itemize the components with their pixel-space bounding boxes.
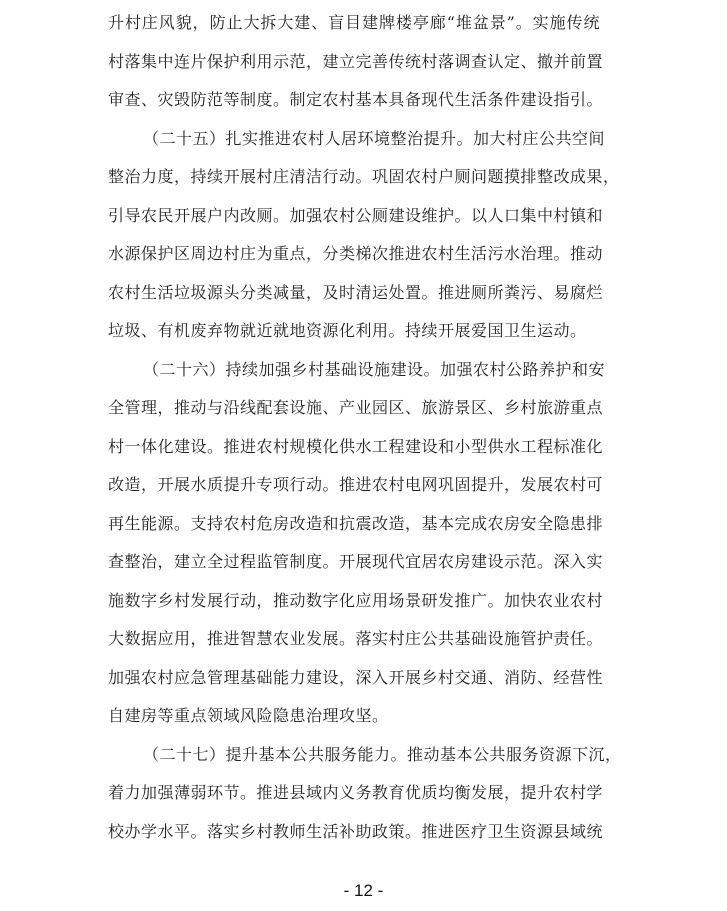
text-line: 村一体化建设。推进农村规模化供水工程建设和小型供水工程标准化 [108, 437, 604, 456]
text-line: 施数字乡村发展行动，推动数字化应用场景研发推广。加快农业农村 [108, 591, 604, 610]
text-line: 引导农民开展户内改厕。加强农村公厕建设维护。以人口集中村镇和 [108, 206, 604, 225]
text-line: 着力加强薄弱环节。推进县域内义务教育优质均衡发展，提升农村学 [108, 783, 604, 802]
text-line: 再生能源。支持农村危房改造和抗震改造，基本完成农房安全隐患排 [108, 514, 604, 533]
text-line: 查整治，建立全过程监管制度。开展现代宜居农房建设示范。深入实 [108, 552, 604, 571]
text-line: 水源保护区周边村庄为重点，分类梯次推进农村生活污水治理。推动 [108, 244, 604, 263]
text-line: 加强农村应急管理基础能力建设，深入开展乡村交通、消防、经营性 [108, 668, 604, 687]
text-line: 全管理，推动与沿线配套设施、产业园区、旅游景区、乡村旅游重点 [108, 398, 604, 417]
text-line: 校办学水平。落实乡村教师生活补助政策。推进医疗卫生资源县域统 [108, 822, 604, 841]
text-line: 自建房等重点领域风险隐患治理攻坚。 [108, 706, 389, 725]
text-line: 升村庄风貌，防止大拆大建、盲目建牌楼亭廊“堆盆景”。实施传统 [108, 13, 600, 32]
paragraph-heading-line: （二十五）扎实推进农村人居环境整治提升。加大村庄公共空间 [143, 129, 606, 148]
page-number: - 12 - [343, 881, 384, 900]
text-line: 农村生活垃圾源头分类减量，及时清运处置。推进厕所粪污、易腐烂 [108, 283, 604, 302]
text-line: 改造，开展水质提升专项行动。推进农村电网巩固提升，发展农村可 [108, 475, 604, 494]
text-line: 整治力度，持续开展村庄清洁行动。巩固农村户厕问题摸排整改成果， [108, 167, 620, 186]
text-line: 垃圾、有机废弃物就近就地资源化利用。持续开展爱国卫生运动。 [108, 321, 587, 340]
text-line: 审查、灾毁防范等制度。制定农村基本具备现代生活条件建设指引。 [108, 90, 604, 109]
paragraph-heading-line: （二十六）持续加强乡村基础设施建设。加强农村公路养护和安 [143, 360, 606, 379]
text-line: 大数据应用，推进智慧农业发展。落实村庄公共基础设施管护责任。 [108, 629, 604, 648]
text-line: 村落集中连片保护利用示范，建立完善传统村落调查认定、撤并前置 [108, 52, 604, 71]
paragraph-heading-line: （二十七）提升基本公共服务能力。推动基本公共服务资源下沉， [143, 745, 622, 764]
